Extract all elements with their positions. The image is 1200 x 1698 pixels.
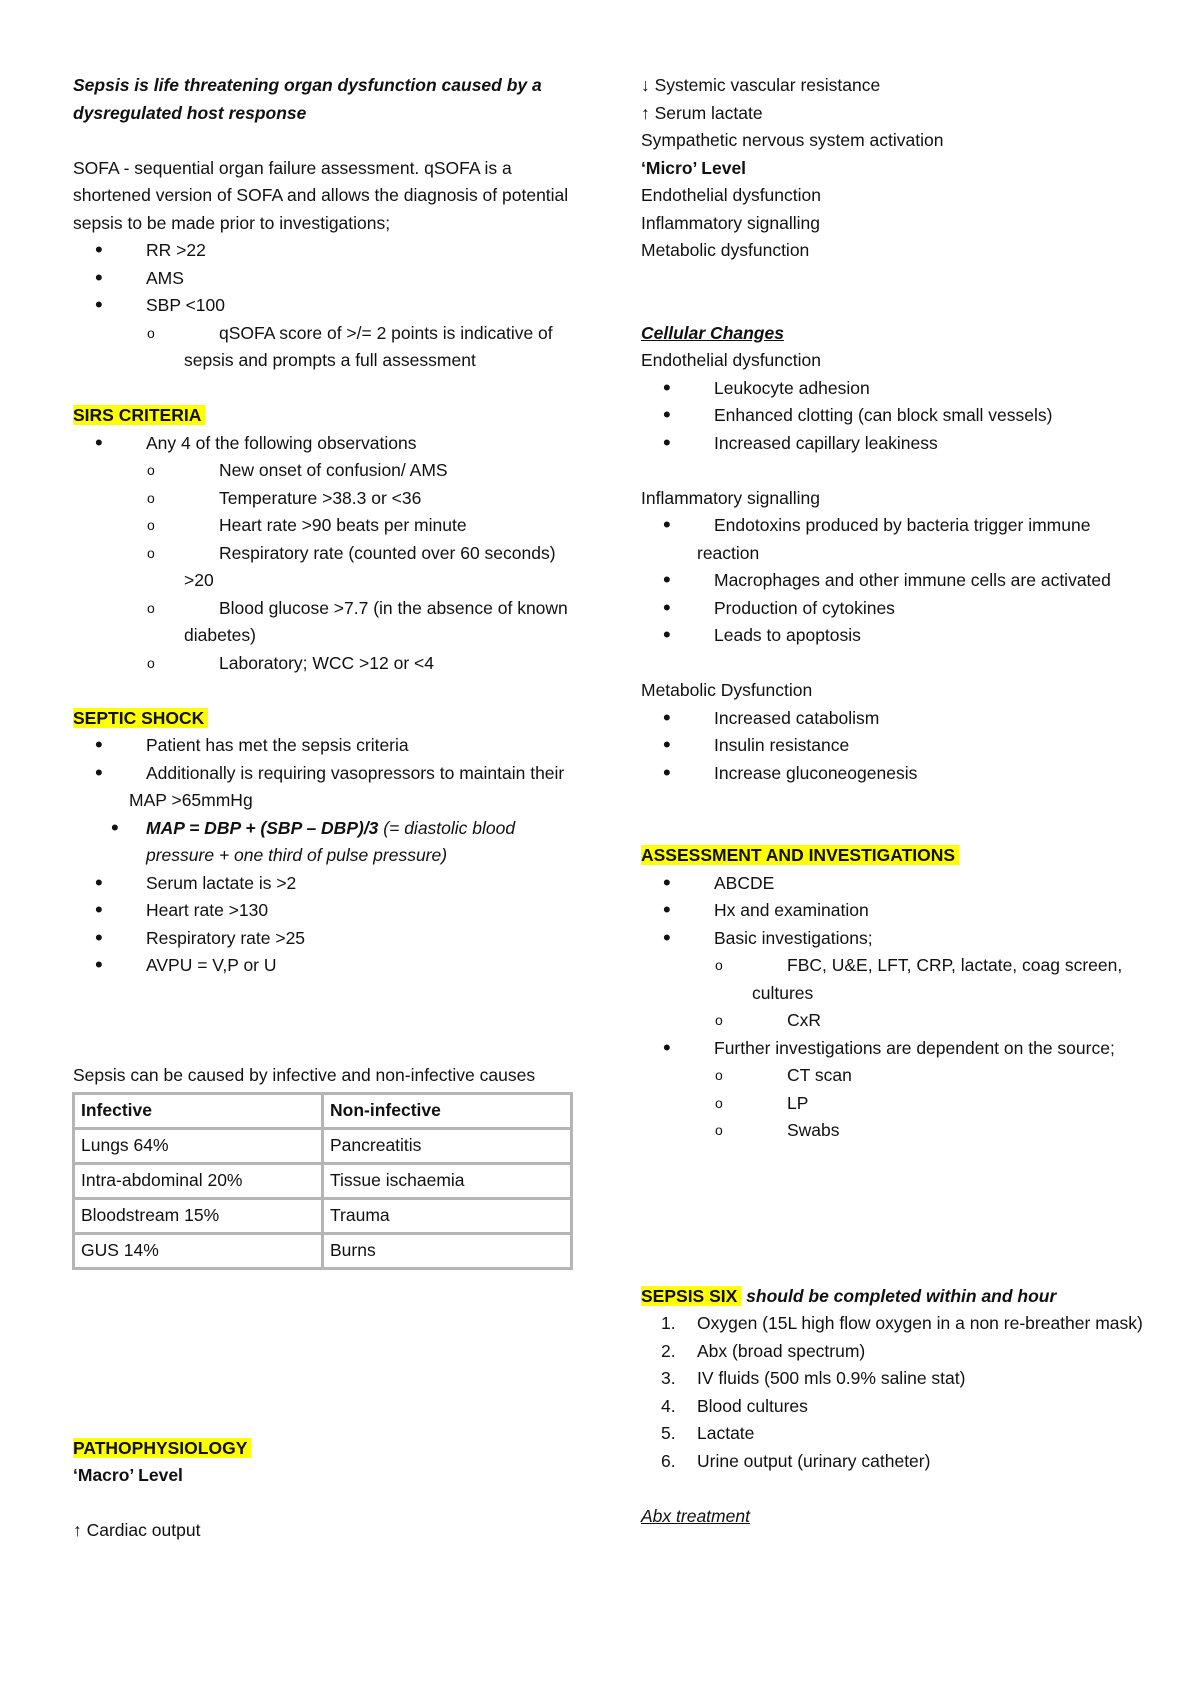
circle-bullet-icon: o xyxy=(147,324,155,341)
bullet-icon: • xyxy=(663,622,671,647)
macro-level-heading: ‘Macro’ Level xyxy=(73,1465,183,1485)
bullet-icon: • xyxy=(95,759,103,785)
inflammatory-list xyxy=(641,512,1151,650)
bullet-icon: • xyxy=(663,429,671,455)
list-item: • Endotoxins produced by bacteria trigger immune reaction xyxy=(663,512,1091,563)
micro-item: Metabolic dysfunction xyxy=(641,240,810,260)
list-subitem: o New onset of confusion/ AMS xyxy=(73,457,583,485)
bullet-icon: • xyxy=(663,732,671,757)
macro-item: ↓ Systemic vascular resistance xyxy=(641,75,881,95)
list-item: • Serum lactate is >2 xyxy=(95,869,297,895)
abx-treatment-heading: Abx treatment xyxy=(641,1505,750,1526)
list-subitem: o Temperature >38.3 or <36 xyxy=(73,485,583,513)
bullet-icon: • xyxy=(95,292,103,317)
circle-bullet-icon: o xyxy=(715,1094,723,1111)
table-cell: Intra-abdominal 20% xyxy=(74,1163,323,1198)
sepsis-six-note: should be completed within and hour xyxy=(741,1285,1057,1306)
bullet-icon: • xyxy=(663,567,671,592)
list-item: • AVPU = V,P or U xyxy=(95,952,277,977)
cellular-changes-heading: Cellular Changes xyxy=(641,322,784,343)
list-item: • ABCDE xyxy=(663,869,775,895)
table-row xyxy=(74,1233,572,1268)
table-cell: Lungs 64% xyxy=(74,1128,323,1163)
bullet-icon: • xyxy=(95,429,103,455)
right-column xyxy=(641,72,1151,1530)
bullet-icon: • xyxy=(95,869,103,895)
bullet-icon: • xyxy=(663,704,671,730)
bullet-icon: • xyxy=(663,759,671,785)
list-subitem: o LP xyxy=(641,1090,1151,1118)
septic-shock-heading: SEPTIC SHOCK xyxy=(73,708,208,728)
assessment-list xyxy=(641,870,1151,1145)
list-item: • Further investigations are dependent on the source; xyxy=(663,1034,1115,1060)
list-item: • Patient has met the sepsis criteria xyxy=(95,732,409,757)
list-subitem: o Blood glucose >7.7 (in the absence of known diabetes) xyxy=(73,595,583,650)
bullet-icon: • xyxy=(663,924,671,950)
bullet-icon: • xyxy=(95,264,103,290)
sofa-list xyxy=(73,237,583,375)
map-formula: • MAP = DBP + (SBP – DBP)/3 (= diastolic blood pressure + one third of pulse pressure) xyxy=(111,814,516,865)
metabolic-heading: Metabolic Dysfunction xyxy=(641,680,813,700)
list-item: • Hx and examination xyxy=(663,897,869,922)
list-item: • Any 4 of the following observations xyxy=(95,429,417,455)
table-row xyxy=(74,1128,572,1163)
table-row xyxy=(74,1163,572,1198)
table-cell: Trauma xyxy=(323,1198,572,1233)
circle-bullet-icon: o xyxy=(147,489,155,506)
list-subitem: o Laboratory; WCC >12 or <4 xyxy=(73,650,583,678)
assessment-heading: ASSESSMENT AND INVESTIGATIONS xyxy=(641,845,959,865)
table-cell: Pancreatitis xyxy=(323,1128,572,1163)
list-item: • Respiratory rate >25 xyxy=(95,924,306,950)
circle-bullet-icon: o xyxy=(147,544,155,561)
list-item: • Macrophages and other immune cells are activated xyxy=(663,567,1111,592)
list-item: • Insulin resistance xyxy=(663,732,850,757)
pathophysiology-heading: PATHOPHYSIOLOGY xyxy=(73,1438,251,1458)
bullet-icon: • xyxy=(663,1034,671,1060)
list-item: • Leukocyte adhesion xyxy=(663,374,870,400)
bullet-icon: • xyxy=(663,594,671,620)
sepsis-six-list xyxy=(641,1310,1151,1475)
list-item: • Leads to apoptosis xyxy=(663,622,861,647)
metabolic-list xyxy=(641,705,1151,788)
list-item: 4. Blood cultures xyxy=(661,1395,808,1416)
list-subitem: o CT scan xyxy=(641,1062,1151,1090)
sofa-description: SOFA - sequential organ failure assessment. qSOFA is a shortened version of SOFA and allows the diagnosis of potential sepsis to be made prior to investigations; xyxy=(73,157,569,233)
list-subitem: o Heart rate >90 beats per minute xyxy=(73,512,583,540)
bullet-icon: • xyxy=(663,374,671,400)
list-item: 5. Lactate xyxy=(661,1423,755,1443)
list-subitem: o qSOFA score of >/= 2 points is indicative of sepsis and prompts a full assessment xyxy=(73,320,583,375)
bullet-icon: • xyxy=(95,237,103,262)
endothelial-list xyxy=(641,375,1151,458)
list-item: 3. IV fluids (500 mls 0.9% saline stat) xyxy=(661,1368,966,1388)
sepsis-definition: Sepsis is life threatening organ dysfunction caused by a dysregulated host response xyxy=(73,75,542,123)
sirs-heading: SIRS CRITERIA xyxy=(73,405,205,425)
list-item: • RR >22 xyxy=(95,237,206,262)
list-item: • Increased capillary leakiness xyxy=(663,429,938,455)
bullet-icon: • xyxy=(663,897,671,922)
sirs-list xyxy=(73,430,583,678)
list-item: • SBP <100 xyxy=(95,292,225,317)
septic-shock-list xyxy=(73,732,583,980)
table-header: Infective xyxy=(74,1093,323,1128)
bullet-icon: • xyxy=(663,402,671,427)
bullet-icon: • xyxy=(95,897,103,922)
list-subitem: o FBC, U&E, LFT, CRP, lactate, coag screen, cultures xyxy=(641,952,1151,1007)
table-cell: GUS 14% xyxy=(74,1233,323,1268)
list-item: 6. Urine output (urinary catheter) xyxy=(661,1450,931,1471)
circle-bullet-icon: o xyxy=(147,517,155,533)
list-subitem: o Respiratory rate (counted over 60 seconds) >20 xyxy=(73,540,583,595)
left-column xyxy=(73,72,583,1545)
causes-table xyxy=(72,1092,573,1270)
bullet-icon: • xyxy=(95,924,103,950)
table-cell: Burns xyxy=(323,1233,572,1268)
list-item: • Increased catabolism xyxy=(663,704,880,730)
bullet-icon: • xyxy=(663,512,671,537)
circle-bullet-icon: o xyxy=(147,599,155,616)
table-header-row xyxy=(74,1093,572,1128)
bullet-icon: • xyxy=(95,732,103,757)
list-subitem: o CxR xyxy=(641,1007,1151,1035)
circle-bullet-icon: o xyxy=(715,1012,723,1028)
list-subitem: o Swabs xyxy=(641,1117,1151,1145)
sepsis-six-title xyxy=(641,1283,1151,1311)
list-item: • Increase gluconeogenesis xyxy=(663,759,918,785)
micro-item: Inflammatory signalling xyxy=(641,212,820,233)
circle-bullet-icon: o xyxy=(147,462,155,478)
circle-bullet-icon: o xyxy=(715,957,723,973)
bullet-icon: • xyxy=(111,814,119,840)
table-row xyxy=(74,1198,572,1233)
circle-bullet-icon: o xyxy=(715,1122,723,1138)
table-header: Non-infective xyxy=(323,1093,572,1128)
table-cell: Tissue ischaemia xyxy=(323,1163,572,1198)
cardiac-output: ↑ Cardiac output xyxy=(73,1520,201,1540)
endothelial-heading: Endothelial dysfunction xyxy=(641,350,821,370)
macro-item: Sympathetic nervous system activation xyxy=(641,130,944,150)
bullet-icon: • xyxy=(95,952,103,977)
list-item: • Heart rate >130 xyxy=(95,897,269,922)
table-cell: Bloodstream 15% xyxy=(74,1198,323,1233)
macro-item: ↑ Serum lactate xyxy=(641,102,763,123)
list-item: 1. Oxygen (15L high flow oxygen in a non re-breather mask) xyxy=(661,1313,1143,1333)
circle-bullet-icon: o xyxy=(147,654,155,671)
bullet-icon: • xyxy=(663,869,671,895)
list-item: • Basic investigations; xyxy=(663,924,873,950)
micro-level-heading: ‘Micro’ Level xyxy=(641,157,747,178)
list-item: • Production of cytokines xyxy=(663,594,895,620)
inflammatory-heading: Inflammatory signalling xyxy=(641,487,820,508)
circle-bullet-icon: o xyxy=(715,1067,723,1083)
list-item: • AMS xyxy=(95,264,184,290)
causes-text: Sepsis can be caused by infective and non-infective causes xyxy=(73,1065,536,1085)
list-item: 2. Abx (broad spectrum) xyxy=(661,1340,866,1361)
micro-item: Endothelial dysfunction xyxy=(641,185,821,205)
sepsis-six-heading: SEPSIS SIX xyxy=(641,1286,741,1306)
list-item: • Additionally is requiring vasopressors to maintain their MAP >65mmHg xyxy=(95,759,565,810)
list-item: • Enhanced clotting (can block small vessels) xyxy=(663,402,1053,427)
